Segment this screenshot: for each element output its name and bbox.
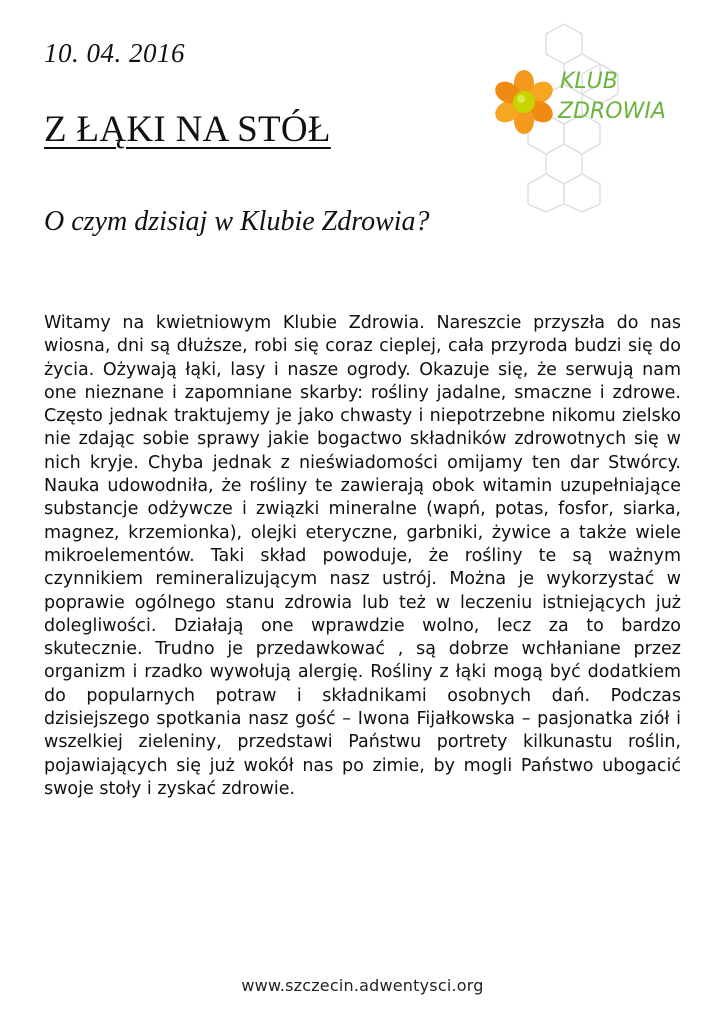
logo-text-line2: ZDROWIA: [558, 99, 666, 124]
footer-url[interactable]: www.szczecin.adwentysci.org: [241, 976, 484, 995]
article-body: Witamy na kwietniowym Klubie Zdrowia. Nareszcie przyszła do nas wiosna, dni są dłuższe, robi się coraz cieplej, cała przyroda budzi się do życia. Ożywają łąki, lasy i nasze ogrody. Okazuje się, że serwują nam one nieznane i zapomniane skarby: rośliny jadalne, smaczne i zdrowe. Często jednak traktujemy je jako chwasty i niepotrzebne nikomu zielsko nie zdając sobie sprawy jakie bogactwo składników zdrowotnych się w nich kryje. Chyba jednak z nieświadomości omijamy ten dar Stwórcy. Nauka udowodniła, że rośliny te zawierają obok witamin uzupełniające substancje odżywcze i związki mineralne (wapń, potas, fosfor, siarka, magnez, krzemionka), olejki eteryczne, garbniki, żywice a także wiele mikroelementów. Taki skład powoduje, że rośliny te są ważnym czynnikiem remineralizującym nasz ustrój. Można je wykorzystać w poprawie ogólnego stanu zdrowia lub też w leczeniu istniejących już dolegliwości. Działają one wprawdzie wolno, lecz za to bardzo skutecznie. Trudno je przedawkować , są dobrze wchłaniane przez organizm i rzadko wywołują alergię. Rośliny z łąki mogą być dodatkiem do popularnych potraw i składnikami osobnych dań. Podczas dzisiejszego spotkania nasz gość – Iwona Fijałkowska – pasjonatka ziół i wszelkiej zieleniny, przedstawi Państwu portrety kilkunastu roślin, pojawiających się już wokół nas po zimie, by mogli Państwo ubogacić swoje stoły i zyskać zdrowie.: [44, 313, 681, 799]
logo-text-line1: KLUB: [560, 69, 618, 94]
daisy-flower-icon: [491, 70, 556, 134]
klub-zdrowia-logo: [484, 22, 684, 214]
logo-graphic: [484, 22, 684, 214]
page-title: Z ŁĄKI NA STÓŁ: [44, 109, 331, 150]
page-subtitle: O czym dzisiaj w Klubie Zdrowia?: [44, 206, 430, 237]
date: 10. 04. 2016: [44, 38, 185, 68]
